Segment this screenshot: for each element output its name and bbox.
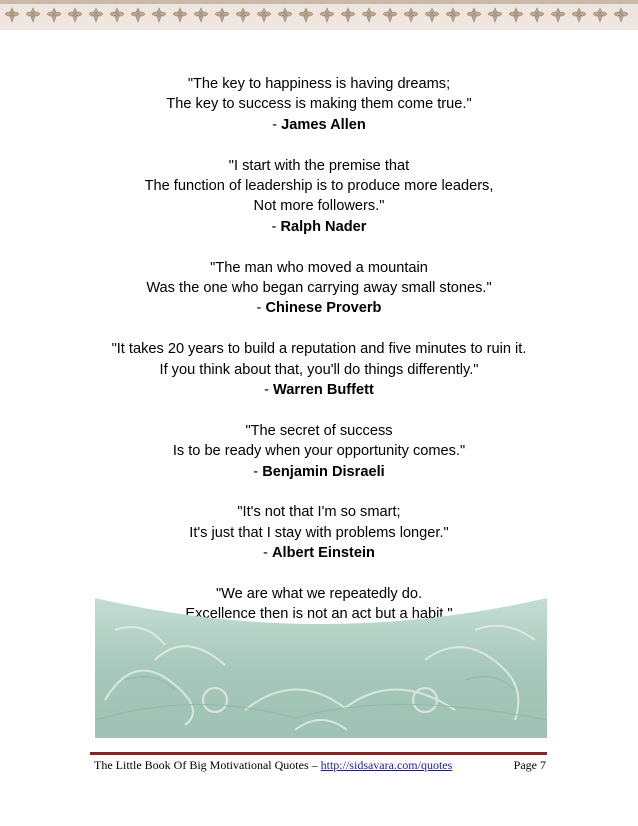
author-name: Chinese Proverb: [265, 300, 382, 317]
author-name: Albert Einstein: [271, 545, 375, 562]
quote-line: Was the one who began carrying away small stones.": [146, 280, 492, 297]
quote-author: [0, 380, 638, 400]
quote-line: "The man who moved a mountain: [210, 259, 428, 276]
author-dash: -: [271, 218, 281, 235]
quote-line: Is to be ready when your opportunity comes.": [172, 443, 466, 460]
quote-block: [0, 156, 638, 238]
quote-author: [0, 462, 638, 482]
quote-line: It's just that I stay with problems longer.": [189, 524, 449, 541]
quote-block: [0, 421, 638, 482]
quote-block: [0, 339, 638, 400]
author-name: James Allen: [281, 116, 366, 133]
quote-line: "It takes 20 years to build a reputation and five minutes to ruin it.: [111, 341, 527, 358]
quote-author: [0, 543, 638, 563]
author-dash: -: [263, 545, 272, 562]
quote-author: [0, 298, 638, 318]
quote-line: Not more followers.": [253, 198, 385, 215]
quote-line: The key to success is making them come true.": [166, 96, 472, 113]
quotes-list: [0, 74, 638, 666]
decorative-banner-image: [95, 590, 547, 738]
quote-line: "We are what we repeatedly do.: [215, 586, 423, 603]
quote-line: The function of leadership is to produce more leaders,: [144, 178, 494, 195]
author-dash: -: [272, 116, 282, 133]
quote-line: Excellence then is not an act but a habit.": [185, 606, 453, 623]
footer-page-number: Page 7: [513, 758, 546, 772]
author-dash: -: [256, 300, 266, 317]
quote-line: "I start with the premise that: [228, 157, 410, 174]
footer-book-title: The Little Book Of Big Motivational Quotes –: [94, 758, 321, 772]
quote-block: [0, 258, 638, 319]
quote-line: "The key to happiness is having dreams;: [187, 76, 451, 92]
quote-block: [0, 502, 638, 563]
author-name: Ralph Nader: [280, 218, 367, 235]
page-footer: [94, 758, 546, 773]
author-dash: -: [253, 463, 263, 480]
author-dash: -: [264, 382, 274, 399]
author-name: Benjamin Disraeli: [262, 463, 385, 480]
quote-author: [0, 115, 638, 135]
quote-line: "It's not that I'm so smart;: [237, 504, 401, 521]
footer-rule: [90, 752, 547, 755]
quote-author: [0, 217, 638, 237]
author-name: Warren Buffett: [273, 382, 374, 399]
footer-link[interactable]: http://sidsavara.com/quotes: [320, 758, 453, 772]
decorative-top-border: [0, 0, 638, 30]
footer-title-group: [94, 758, 452, 773]
quote-line: "The secret of success: [245, 422, 393, 439]
quote-block: [0, 74, 638, 135]
quote-line: If you think about that, you'll do things differently.": [159, 361, 479, 378]
